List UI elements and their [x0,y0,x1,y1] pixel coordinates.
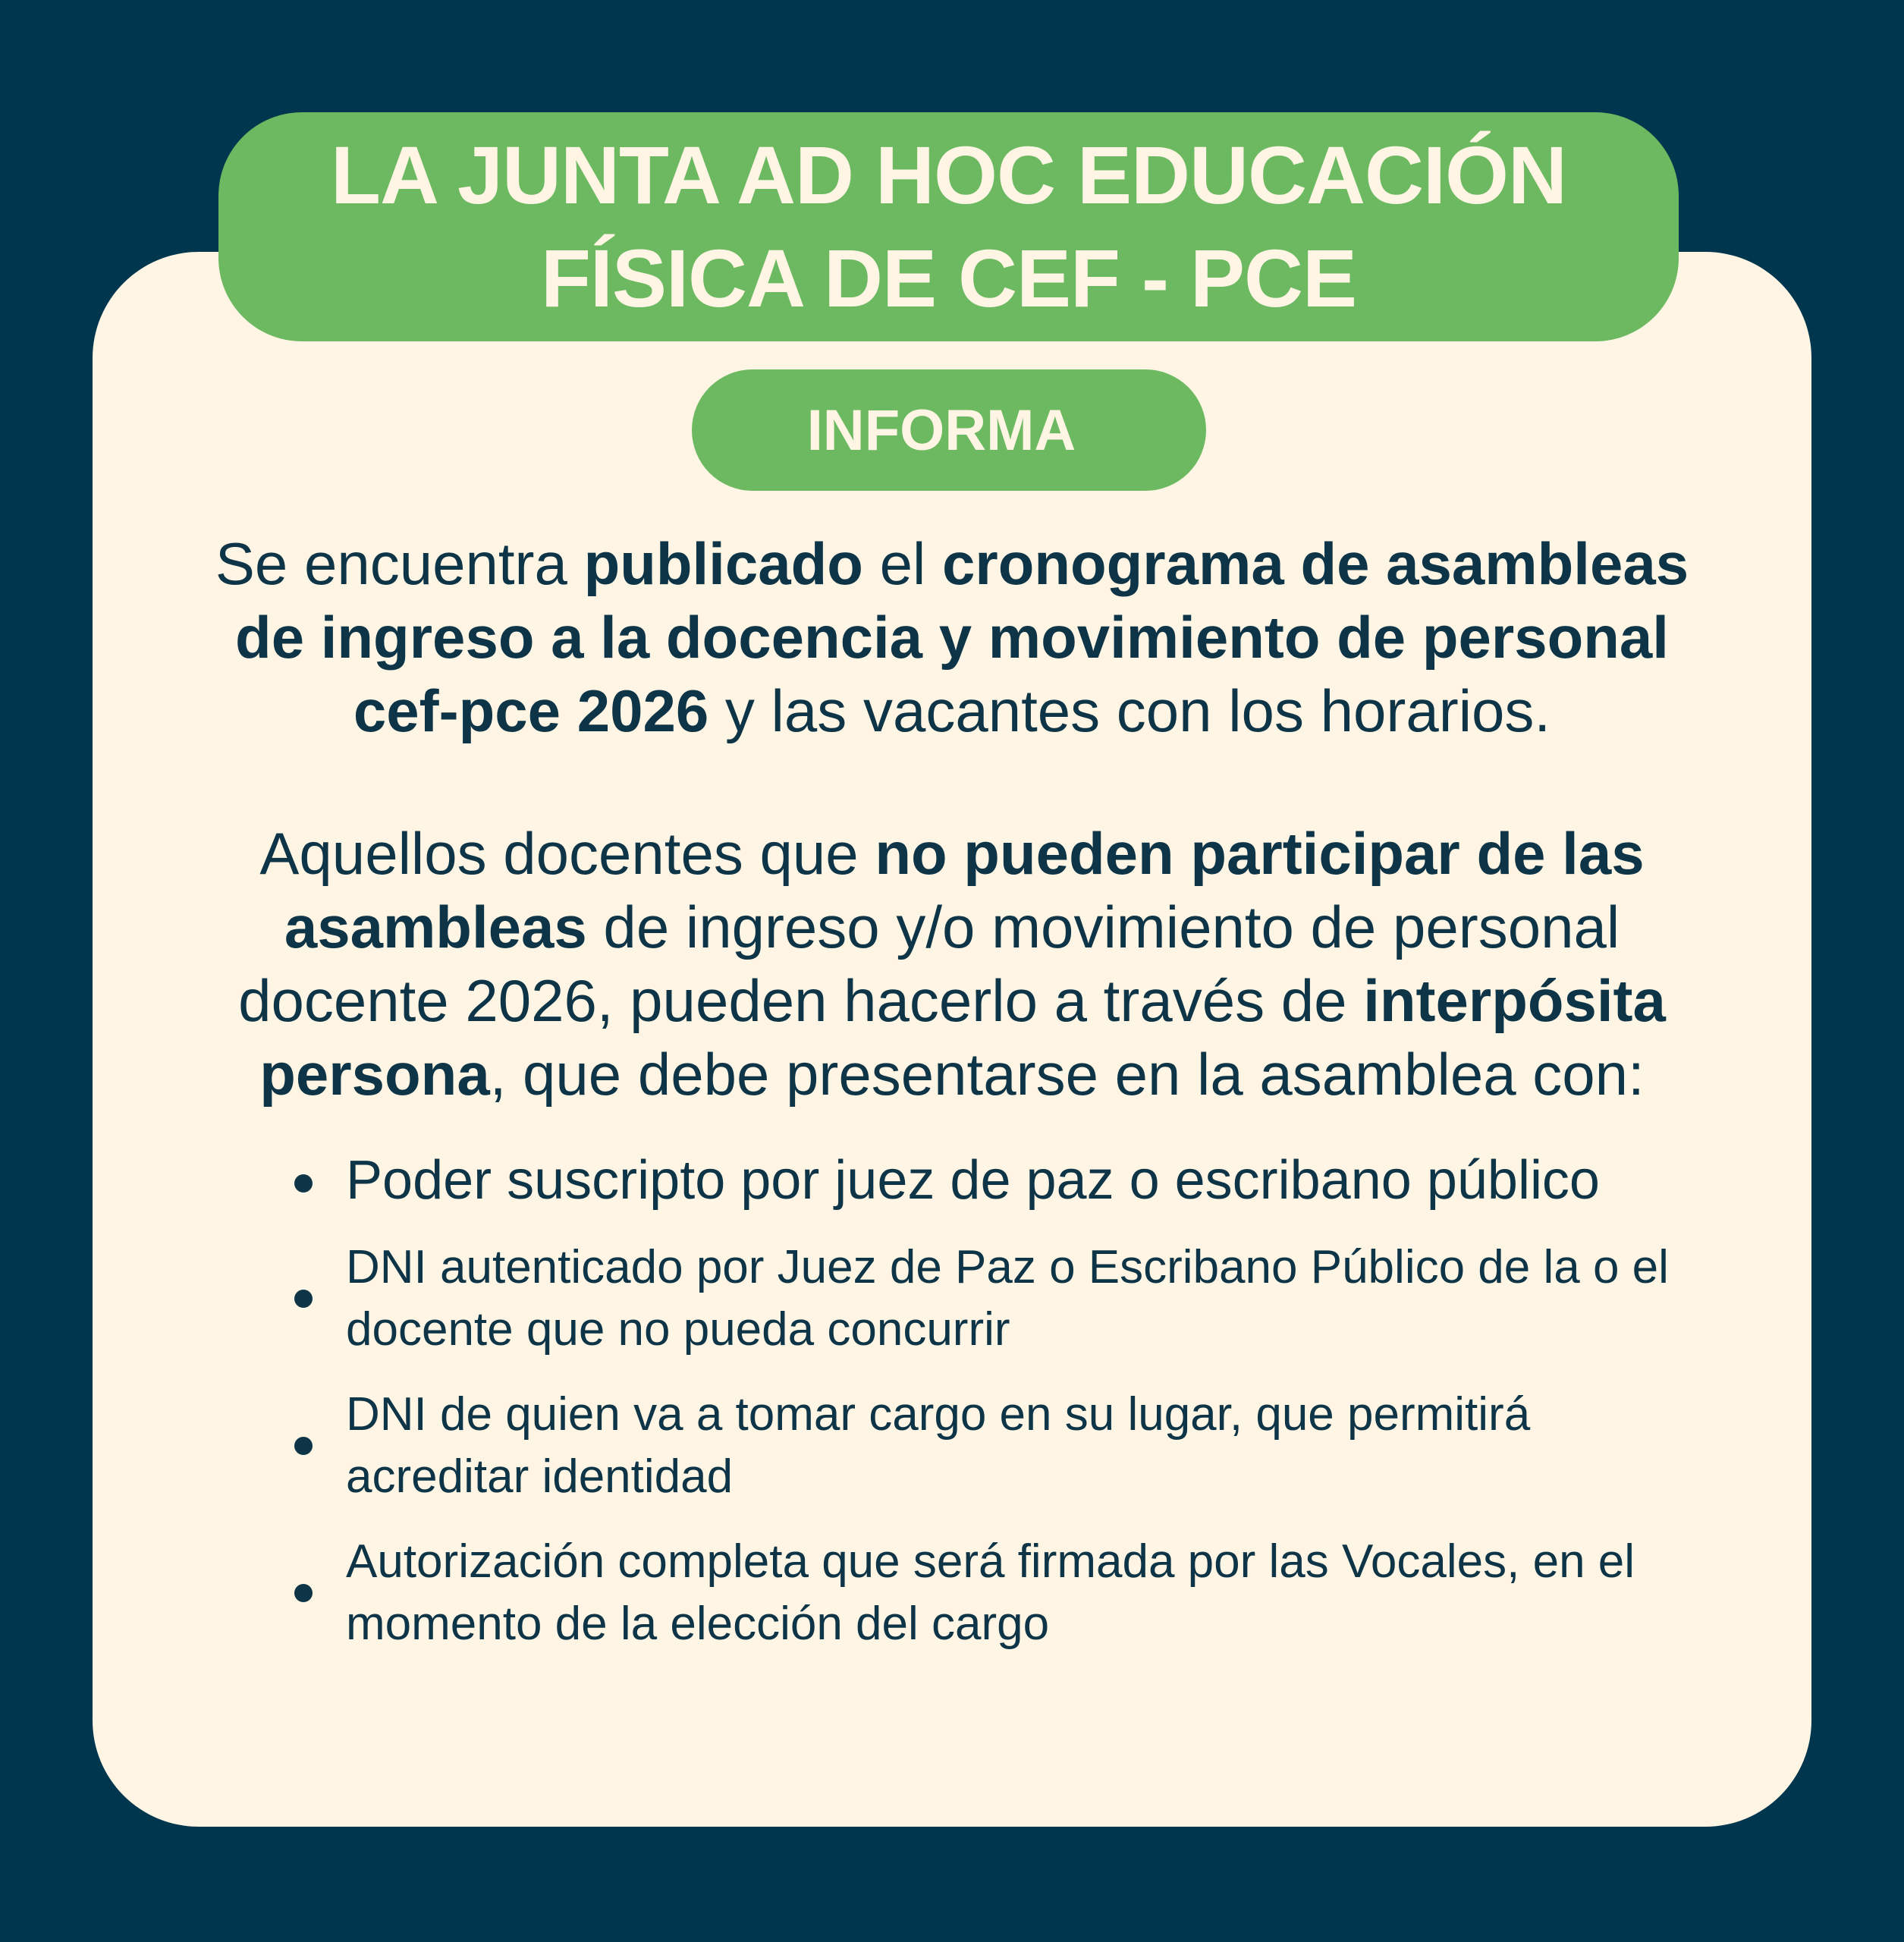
announcement-paragraph [190,527,1714,748]
title-banner [218,112,1679,341]
list-item-text: Autorización completa que será firmada por las Vocales, en el momento de la elección del cargo [346,1535,1635,1650]
page-title [331,124,1566,330]
p2-text-3: , que debe presentarse en la asamblea con: [489,1041,1645,1108]
instructions-paragraph [190,817,1714,1111]
list-item [288,1531,1714,1655]
p2-bold-2: interpósita persona [259,967,1666,1108]
requirements-list [288,1145,1714,1678]
informa-badge [692,369,1206,491]
bullet-icon [294,1584,313,1602]
p2-bold-1: no pueden participar de las asambleas [284,820,1645,960]
list-item [288,1384,1714,1508]
title-line-2: FÍSICA DE CEF - PCE [540,232,1357,324]
p1-text-2: el [862,530,942,597]
p1-bold-2: cronograma de asambleas de ingreso a la docencia y movimiento de personal cef-pce 2026 [235,530,1689,744]
p1-text-1: Se encuentra [215,530,584,597]
list-item-text: Poder suscripto por juez de paz o escribano público [346,1150,1600,1211]
list-item-text: DNI autenticado por Juez de Paz o Escribano Público de la o el docente que no pueda concurrir [346,1241,1669,1356]
p1-bold-1: publicado [583,530,863,597]
bullet-icon [294,1174,313,1193]
bullet-icon [294,1290,313,1308]
p2-text-2: de ingreso y/o movimiento de personal docente 2026, pueden hacerlo a través de [238,894,1620,1034]
list-item-text: DNI de quien va a tomar cargo en su lugar, que permitirá acreditar identidad [346,1388,1531,1503]
list-item [288,1237,1714,1361]
list-item [288,1145,1714,1215]
bullet-icon [294,1437,313,1455]
informa-label: INFORMA [806,398,1076,463]
p2-text-1: Aquellos docentes que [259,820,875,887]
title-line-1: LA JUNTA AD HOC EDUCACIÓN [331,129,1566,221]
p1-text-3: y las vacantes con los horarios. [709,677,1551,744]
